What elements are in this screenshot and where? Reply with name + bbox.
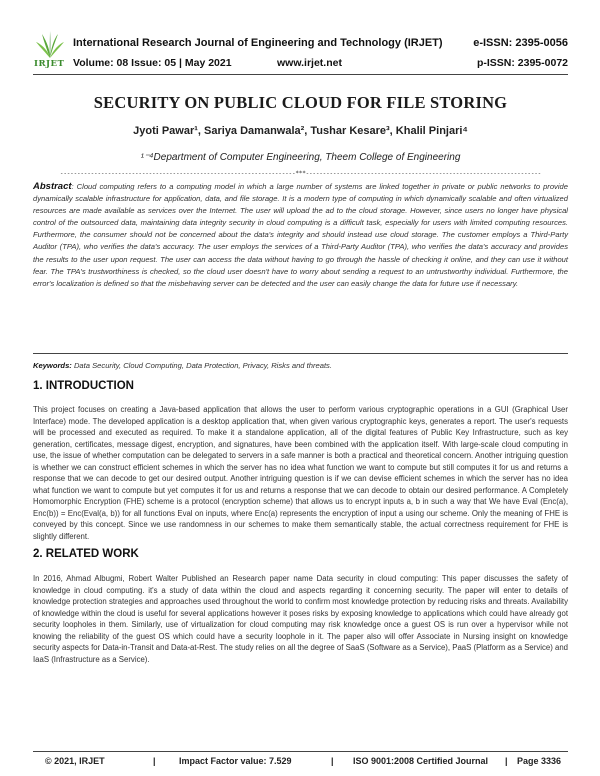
p-issn: p-ISSN: 2395-0072 — [476, 57, 568, 69]
header-divider — [33, 74, 568, 75]
footer-divider — [33, 751, 568, 752]
footer-copyright: © 2021, IRJET — [45, 756, 105, 766]
footer-separator: | — [331, 756, 334, 766]
footer-page-number: Page 3336 — [517, 756, 562, 766]
journal-name: International Research Journal of Engineering and Technology (IRJET) — [73, 37, 443, 49]
keywords-label: Keywords: — [33, 361, 72, 370]
section-heading-related-work: 2. RELATED WORK — [33, 548, 139, 560]
section-body-related-work: In 2016, Ahmad Albugmi, Robert Walter Published an Research paper name Data security in cloud computing: This paper discusses the safety of knowledge in cloud computing. it's a study of data within the cloud and aspects regarding it concerning security. The paper will enter to details of knowledge protection strategies and approaches used throughout the world to confirm most knowledge protection by reducing risks and threats. Availability of knowledge within the cloud is useful for several applications however it poses risks by exposing knowledge to applications which could have already got security loopholes in them. Similarly, use of virtualization for cloud computing may risk knowledge once a guest OS is run over a hypervisor while not knowing the reliability of the guest OS which could have a security loophole in it. The paper also will offer Associate in Nursing insight on knowledge security aspects for Data-in-Transit and Data-at-Rest. The study relies on all the degree of SaaS (Software as a Service), PaaS (Platform as a Service) and IaaS (Infrastructure as a Service). — [33, 574, 568, 664]
footer-impact-factor: Impact Factor value: 7.529 — [179, 756, 292, 766]
keywords — [33, 360, 568, 371]
abstract — [33, 181, 568, 290]
paper-affiliation: ¹⁻⁴Department of Computer Engineering, Theem College of Engineering — [140, 152, 461, 163]
abstract-text: : Cloud computing refers to a computing model in which a large number of systems are linked together in private or public networks to provide dynamically scalable infrastructure for application, data, and file storage. It is a modern type of computing in which dynamically scalable and often virtualized resources are made available as services over the Internet. The user will upload the ad to the cloud storage. However, since users no longer have physical control of the outsourced data, maintaining data integrity security in cloud computing is a difficult task, especially for users with limited computing resources. Furthermore, the consumer should not be concerned about the data's integrity and should instead use cloud storage. The customer employs a Third-Party Auditor (TPA), who verifies the data's accuracy. The user employs the services of a Third-Party Auditor (TPA), who verifies the data's accuracy and provides the results to the user upon request. The user can access the data without having to go through the hassle of checking it online, and they can use it without fear. The TPA's trustworthiness is checked, so the cloud user doesn't have to worry about sending a request to an untrustworthy individual. Furthermore, the error's localization is defined so that the misbehaving server can be detected and the user can easily change the data for future use if necessary. — [33, 182, 568, 288]
paper-title: SECURITY ON PUBLIC CLOUD FOR FILE STORING — [93, 93, 508, 112]
irjet-logo — [33, 30, 67, 74]
keywords-text: Data Security, Cloud Computing, Data Protection, Privacy, Risks and threats. — [73, 361, 332, 370]
footer-iso: ISO 9001:2008 Certified Journal — [353, 756, 489, 766]
abstract-divider — [33, 353, 568, 354]
footer-separator: | — [505, 756, 508, 766]
leaf-logo-icon — [33, 30, 67, 60]
paper-authors: Jyoti Pawar¹, Sariya Damanwala², Tushar Kesare³, Khalil Pinjari⁴ — [133, 125, 468, 137]
abstract-label: Abstract — [33, 181, 72, 192]
section-heading-introduction: 1. INTRODUCTION — [33, 380, 134, 392]
e-issn: e-ISSN: 2395-0056 — [473, 37, 568, 49]
page-footer — [33, 756, 568, 770]
journal-website[interactable]: www.irjet.net — [277, 57, 342, 69]
logo-text: IRJET — [34, 59, 65, 69]
journal-header — [33, 30, 568, 74]
separator-line: ---------------------------------------------------------------------***--------------------------------------------------------------------- — [59, 170, 542, 177]
volume-issue: Volume: 08 Issue: 05 | May 2021 — [73, 57, 232, 69]
footer-separator: | — [153, 756, 156, 766]
section-body-introduction: This project focuses on creating a Java-based application that allows the user to perform various cryptographic operations in a GUI (Graphical User Interface) mode. The developed application is a desktop application that, when given various cryptographic keys, generates a report. The user's requests will be processed and executed as required. To make it a standalone application, all of the digital features of Public Key Infrastructure, such as key generation, certificates, message digest, encryption, and signatures, have been combined with the application itself. With large-scale cloud computing in use, the issue of whether computation can be delegated to servers in a safe manner is both a practical and theoretical concern. Another intriguing question is whether we can construct efficient schemes in which the server has no idea what function we want to compute but still computes it for us and returns a response that we can decode to get our desired output. Another intriguing question is if we can devise efficient schemes in which the server has no idea what function we want to compute but yet computes it for us and returns a response that we can decode to obtain our desired performance. A Completely Homomorphic Encryption (FHE) scheme is a protocol (encryption scheme) that allows us to encrypt inputs a, b in such a way that We have Eval (Enc(a), Enc(b)) = Enc(Eval(a, b)) for all functions Eval on inputs, where Enc(a) represents the encryption of input a using our scheme. Only the meaning of FHE is conveyed by this concept. Since we use randomness in our schemes to make them semantically stable, the actual correctness requirement for FHE is slightly different. — [33, 405, 568, 541]
